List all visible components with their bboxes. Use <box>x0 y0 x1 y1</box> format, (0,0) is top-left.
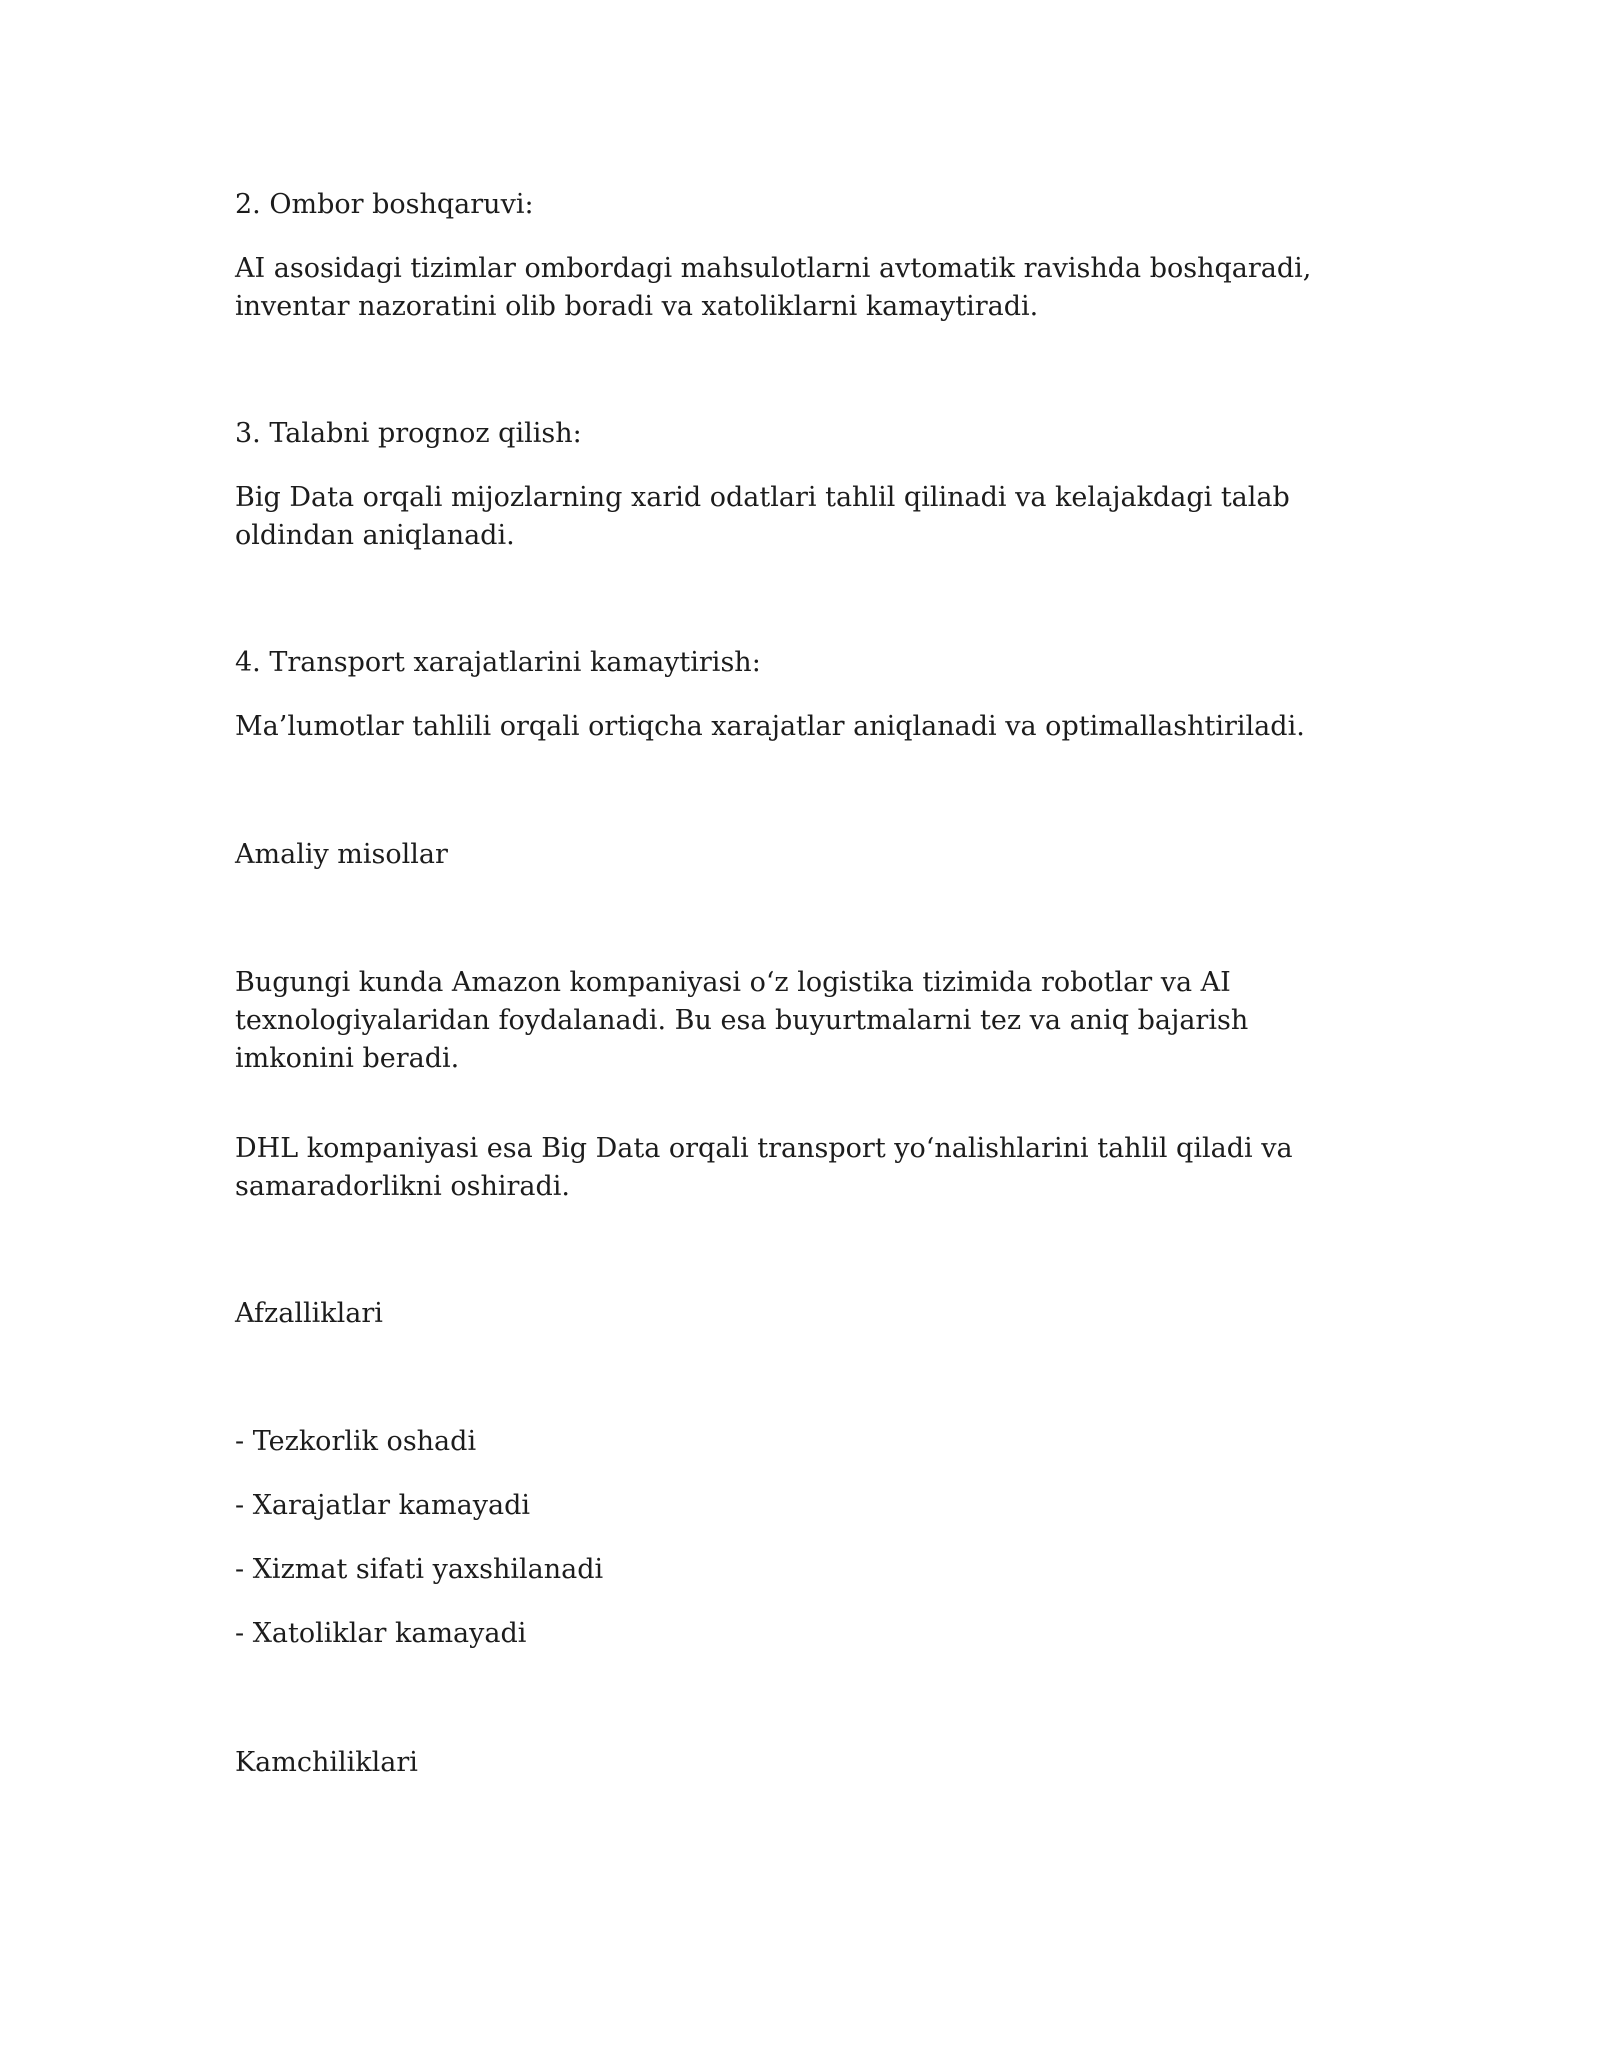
examples-heading: Amaliy misollar <box>235 839 448 870</box>
section-body-transport: Ma’lumotlar tahlili orqali ortiqcha xarajatlar aniqlanadi va optimallashtiriladi. <box>235 711 1305 742</box>
advantages-item: - Xizmat sifati yaxshilanadi <box>235 1554 604 1585</box>
advantages-heading: Afzalliklari <box>235 1298 383 1329</box>
section-heading-transport: 4. Transport xarajatlarini kamaytirish: <box>235 647 761 678</box>
advantages-item: - Xatoliklar kamayadi <box>235 1618 527 1649</box>
section-body-ombor: AI asosidagi tizimlar ombordagi mahsulotlarni avtomatik ravishda boshqaradi, inventar nazoratini olib boradi va xatoliklarni kamaytiradi. <box>235 253 1312 322</box>
examples-paragraph-dhl: DHL kompaniyasi esa Big Data orqali transport yoʻnalishlarini tahlil qiladi va samaradorlikni oshiradi. <box>235 1133 1293 1202</box>
advantages-item: - Tezkorlik oshadi <box>235 1426 477 1457</box>
examples-paragraph-amazon: Bugungi kunda Amazon kompaniyasi oʻz logistika tizimida robotlar va AI texnologiyalaridan foydalanadi. Bu esa buyurtmalarni tez va aniq bajarish imkonini beradi. <box>235 967 1249 1074</box>
section-heading-talab: 3. Talabni prognoz qilish: <box>235 418 582 449</box>
advantages-item: - Xarajatlar kamayadi <box>235 1490 530 1521</box>
section-body-talab: Big Data orqali mijozlarning xarid odatlari tahlil qilinadi va kelajakdagi talab oldindan aniqlanadi. <box>235 482 1290 551</box>
section-heading-ombor: 2. Ombor boshqaruvi: <box>235 189 534 220</box>
disadvantages-heading: Kamchiliklari <box>235 1747 418 1778</box>
